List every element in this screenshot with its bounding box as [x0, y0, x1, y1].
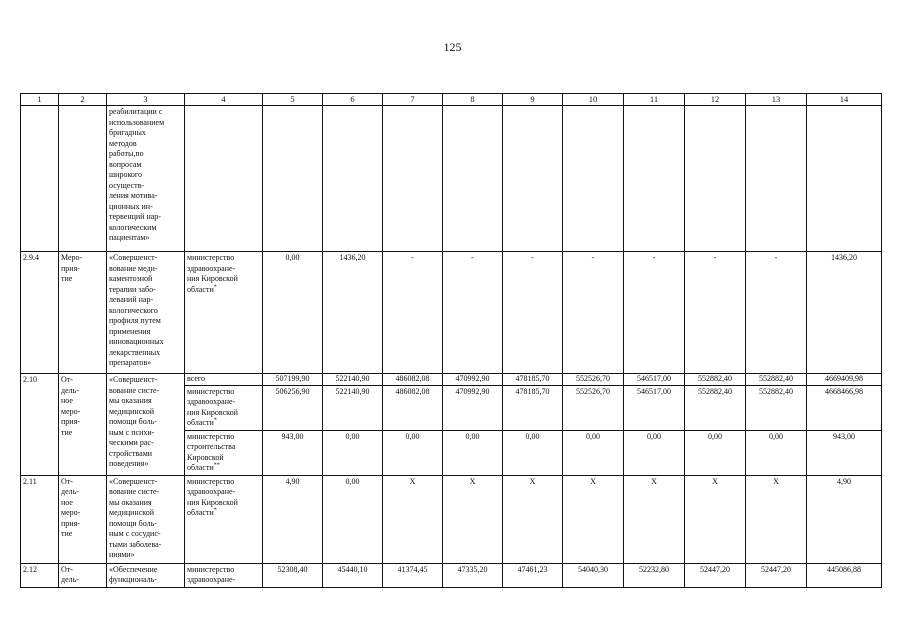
- cell-value: 52308,40: [263, 563, 323, 587]
- cell-line: медицинской: [109, 508, 155, 517]
- cell-line: осуществ-: [109, 180, 145, 190]
- table-row: [21, 252, 882, 374]
- cell-executor: [185, 475, 263, 563]
- cell-value: 546517,00: [624, 385, 685, 430]
- cell-line: поведения»: [109, 459, 149, 468]
- header-col-1: 1: [21, 94, 59, 106]
- cell-line: бригадных: [109, 128, 146, 137]
- cell-value: 943,00: [263, 430, 323, 475]
- cell-line: здравоохране-: [187, 263, 236, 273]
- cell-line: тие: [61, 529, 73, 538]
- header-row: [21, 94, 882, 106]
- cell-index: 2.9.4: [21, 252, 59, 374]
- cell-type: [59, 374, 107, 476]
- cell-value: 47335,20: [443, 563, 503, 587]
- cell-line: функциональ-: [109, 575, 157, 584]
- cell-value: 0,00: [323, 430, 383, 475]
- header-col-10: 10: [563, 94, 624, 106]
- footnote-mark: *: [213, 283, 217, 290]
- cell-line: кологическим: [109, 222, 157, 232]
- cell-value: Х: [503, 475, 563, 563]
- cell-line: вопросам: [109, 159, 142, 169]
- cell-value: 4,90: [263, 475, 323, 563]
- cell-line: «Совершенст-: [109, 375, 158, 384]
- cell-value: Х: [746, 475, 807, 563]
- cell-line: методов: [109, 138, 137, 148]
- table-row: [21, 563, 882, 587]
- cell-value: -: [685, 252, 746, 374]
- cell-line: От-: [61, 476, 73, 486]
- cell-line: пациентам»: [109, 233, 150, 242]
- cell-value: 486082,08: [383, 374, 443, 386]
- budget-table: [20, 93, 882, 588]
- cell-index: [21, 106, 59, 252]
- cell-value: 0,00: [383, 430, 443, 475]
- cell-line: тие: [61, 274, 73, 283]
- cell-line: каментозной: [109, 274, 153, 283]
- cell-line: использованием: [109, 117, 165, 127]
- cell-value: 522140,90: [323, 374, 383, 386]
- cell-line: терапии забо-: [109, 284, 156, 294]
- cell-line: ционных ин-: [109, 201, 153, 211]
- cell-line: здравоохране-: [187, 575, 236, 584]
- cell-title: [107, 475, 185, 563]
- cell-value: 470992,90: [443, 385, 503, 430]
- table-row: [21, 106, 882, 252]
- cell-line: прия-: [61, 263, 80, 273]
- cell-value: 943,00: [807, 430, 882, 475]
- cell-line: области*: [187, 283, 217, 294]
- cell-value: 470992,90: [443, 374, 503, 386]
- cell-line: ления мотива-: [109, 191, 158, 200]
- cell-value: -: [383, 252, 443, 374]
- cell-value: 478185,70: [503, 385, 563, 430]
- cell-line: ния Кировской: [187, 407, 238, 417]
- header-col-6: 6: [323, 94, 383, 106]
- cell-value: 552882,40: [685, 374, 746, 386]
- table-row: [21, 374, 882, 386]
- cell-line: лекарственных: [109, 347, 161, 357]
- header-col-2: 2: [59, 94, 107, 106]
- cell-line: Кировской: [187, 452, 224, 462]
- cell-value: 486082,08: [383, 385, 443, 430]
- cell-line: вование систе-: [109, 487, 160, 496]
- cell-line: От-: [61, 564, 73, 574]
- cell-line: стройствами: [109, 448, 153, 458]
- cell-value: 0,00: [563, 430, 624, 475]
- cell-line: кологического: [109, 305, 158, 315]
- cell-value: 45440,10: [323, 563, 383, 587]
- cell-line: профиля путем: [109, 316, 161, 325]
- cell-line: работы,по: [109, 149, 144, 158]
- cell-value: 41374,45: [383, 563, 443, 587]
- cell-line: ное: [61, 396, 73, 405]
- cell-line: министерство: [187, 253, 235, 262]
- cell-index: 2.12: [21, 563, 59, 587]
- cell-title: [107, 563, 185, 587]
- cell-value: 552882,40: [685, 385, 746, 430]
- cell-line: ное: [61, 497, 73, 507]
- cell-line: дель-: [61, 385, 79, 395]
- cell-line: помощи боль-: [109, 417, 157, 426]
- cell-line: здравоохране-: [187, 397, 236, 406]
- cell-value: 546517,00: [624, 374, 685, 386]
- cell-line: «Совершенст-: [109, 253, 158, 262]
- table-row: [21, 475, 882, 563]
- cell-line: министерство: [187, 431, 235, 441]
- cell-value: 0,00: [323, 475, 383, 563]
- footnote-mark: *: [213, 507, 217, 514]
- cell-value: 445086,88: [807, 563, 882, 587]
- header-col-3: 3: [107, 94, 185, 106]
- cell-type: [59, 106, 107, 252]
- cell-line: прия-: [61, 518, 80, 528]
- cell-value: -: [503, 252, 563, 374]
- cell-title: [107, 252, 185, 374]
- header-col-7: 7: [383, 94, 443, 106]
- cell-value: Х: [563, 475, 624, 563]
- header-col-12: 12: [685, 94, 746, 106]
- cell-line: меро-: [61, 508, 81, 517]
- cell-value: 0,00: [624, 430, 685, 475]
- cell-line: вование меди-: [109, 263, 158, 273]
- cell-value: 552882,40: [746, 385, 807, 430]
- cell-value: Х: [685, 475, 746, 563]
- cell-line: ным с сосудис-: [109, 529, 161, 538]
- cell-value: 0,00: [746, 430, 807, 475]
- cell-line: инновационных: [109, 337, 164, 346]
- cell-index: 2.11: [21, 475, 59, 563]
- cell-value: 552526,70: [563, 374, 624, 386]
- cell-value: 52232,80: [624, 563, 685, 587]
- cell-value: 52447,20: [685, 563, 746, 587]
- cell-line: леваний нар-: [109, 295, 154, 304]
- cell-value: 507199,90: [263, 374, 323, 386]
- cell-value: 0,00: [263, 252, 323, 374]
- cell-executor: [185, 385, 263, 430]
- header-col-11: 11: [624, 94, 685, 106]
- cell-line: области*: [187, 507, 217, 517]
- cell-executor: [185, 563, 263, 587]
- cell-type: [59, 252, 107, 374]
- page-number: 125: [443, 40, 462, 54]
- cell-value: 4668466,98: [807, 385, 882, 430]
- cell-line: реабилитации с: [109, 107, 163, 116]
- cell-line: помощи боль-: [109, 518, 157, 528]
- cell-value: 0,00: [685, 430, 746, 475]
- cell-value: -: [443, 252, 503, 374]
- cell-line: препаратов»: [109, 358, 152, 367]
- cell-line: министерство: [187, 476, 235, 486]
- cell-line: здравоохране-: [187, 487, 236, 496]
- cell-line: тервенций нар-: [109, 212, 161, 221]
- cell-executor: [185, 430, 263, 475]
- cell-value: Х: [624, 475, 685, 563]
- cell-value: 552526,70: [563, 385, 624, 430]
- cell-line: Меро-: [61, 253, 83, 262]
- cell-line: медицинской: [109, 406, 155, 416]
- cell-line: прия-: [61, 417, 80, 426]
- cell-value: 1436,20: [323, 252, 383, 374]
- cell-line: мы оказания: [109, 497, 152, 507]
- cell-value: 0,00: [443, 430, 503, 475]
- cell-line: министерство: [187, 564, 235, 574]
- cell-line: дель-: [61, 487, 79, 496]
- cell-line: меро-: [61, 406, 81, 416]
- header-col-14: 14: [807, 94, 882, 106]
- cell-value: 4,90: [807, 475, 882, 563]
- cell-value: 0,00: [503, 430, 563, 475]
- cell-type: [59, 475, 107, 563]
- footnote-mark: **: [213, 462, 220, 469]
- header-col-9: 9: [503, 94, 563, 106]
- cell-value: 506256,90: [263, 385, 323, 430]
- cell-value: 552882,40: [746, 374, 807, 386]
- cell-line: широкого: [109, 170, 143, 179]
- cell-line: применения: [109, 326, 151, 336]
- cell-executor-total: всего: [185, 374, 263, 386]
- cell-value: Х: [443, 475, 503, 563]
- cell-value: -: [563, 252, 624, 374]
- cell-line: вование систе-: [109, 385, 160, 395]
- cell-line: «Совершенст-: [109, 476, 158, 486]
- cell-value: Х: [383, 475, 443, 563]
- header-col-4: 4: [185, 94, 263, 106]
- cell-line: «Обеспечение: [109, 564, 158, 574]
- cell-line: ческими рас-: [109, 438, 154, 447]
- cell-value: -: [624, 252, 685, 374]
- header-col-13: 13: [746, 94, 807, 106]
- cell-line: министерство: [187, 386, 235, 396]
- cell-value: 478185,70: [503, 374, 563, 386]
- cell-line: ния Кировской: [187, 497, 238, 507]
- header-col-5: 5: [263, 94, 323, 106]
- cell-title: [107, 106, 185, 252]
- cell-value: 47461,23: [503, 563, 563, 587]
- cell-line: области*: [187, 417, 217, 427]
- cell-line: тыми заболева-: [109, 539, 162, 549]
- cell-line: ния Кировской: [187, 274, 238, 283]
- cell-value: -: [746, 252, 807, 374]
- cell-line: От-: [61, 375, 73, 384]
- cell-line: ным с психи-: [109, 427, 155, 437]
- cell-line: тие: [61, 427, 73, 437]
- cell-value: 522140,90: [323, 385, 383, 430]
- cell-value: 52447,20: [746, 563, 807, 587]
- cell-line: строительства: [187, 442, 236, 451]
- cell-line: области**: [187, 462, 220, 472]
- cell-value: 1436,20: [807, 252, 882, 374]
- cell-index: 2.10: [21, 374, 59, 476]
- cell-type: [59, 563, 107, 587]
- cell-executor: [185, 106, 263, 252]
- header-col-8: 8: [443, 94, 503, 106]
- cell-value: 4669409,98: [807, 374, 882, 386]
- cell-value: 54040,30: [563, 563, 624, 587]
- cell-line: ниями»: [109, 550, 135, 559]
- footnote-mark: *: [213, 417, 217, 424]
- cell-title: [107, 374, 185, 476]
- cell-line: дель-: [61, 575, 79, 584]
- cell-line: мы оказания: [109, 396, 152, 405]
- cell-executor: [185, 252, 263, 374]
